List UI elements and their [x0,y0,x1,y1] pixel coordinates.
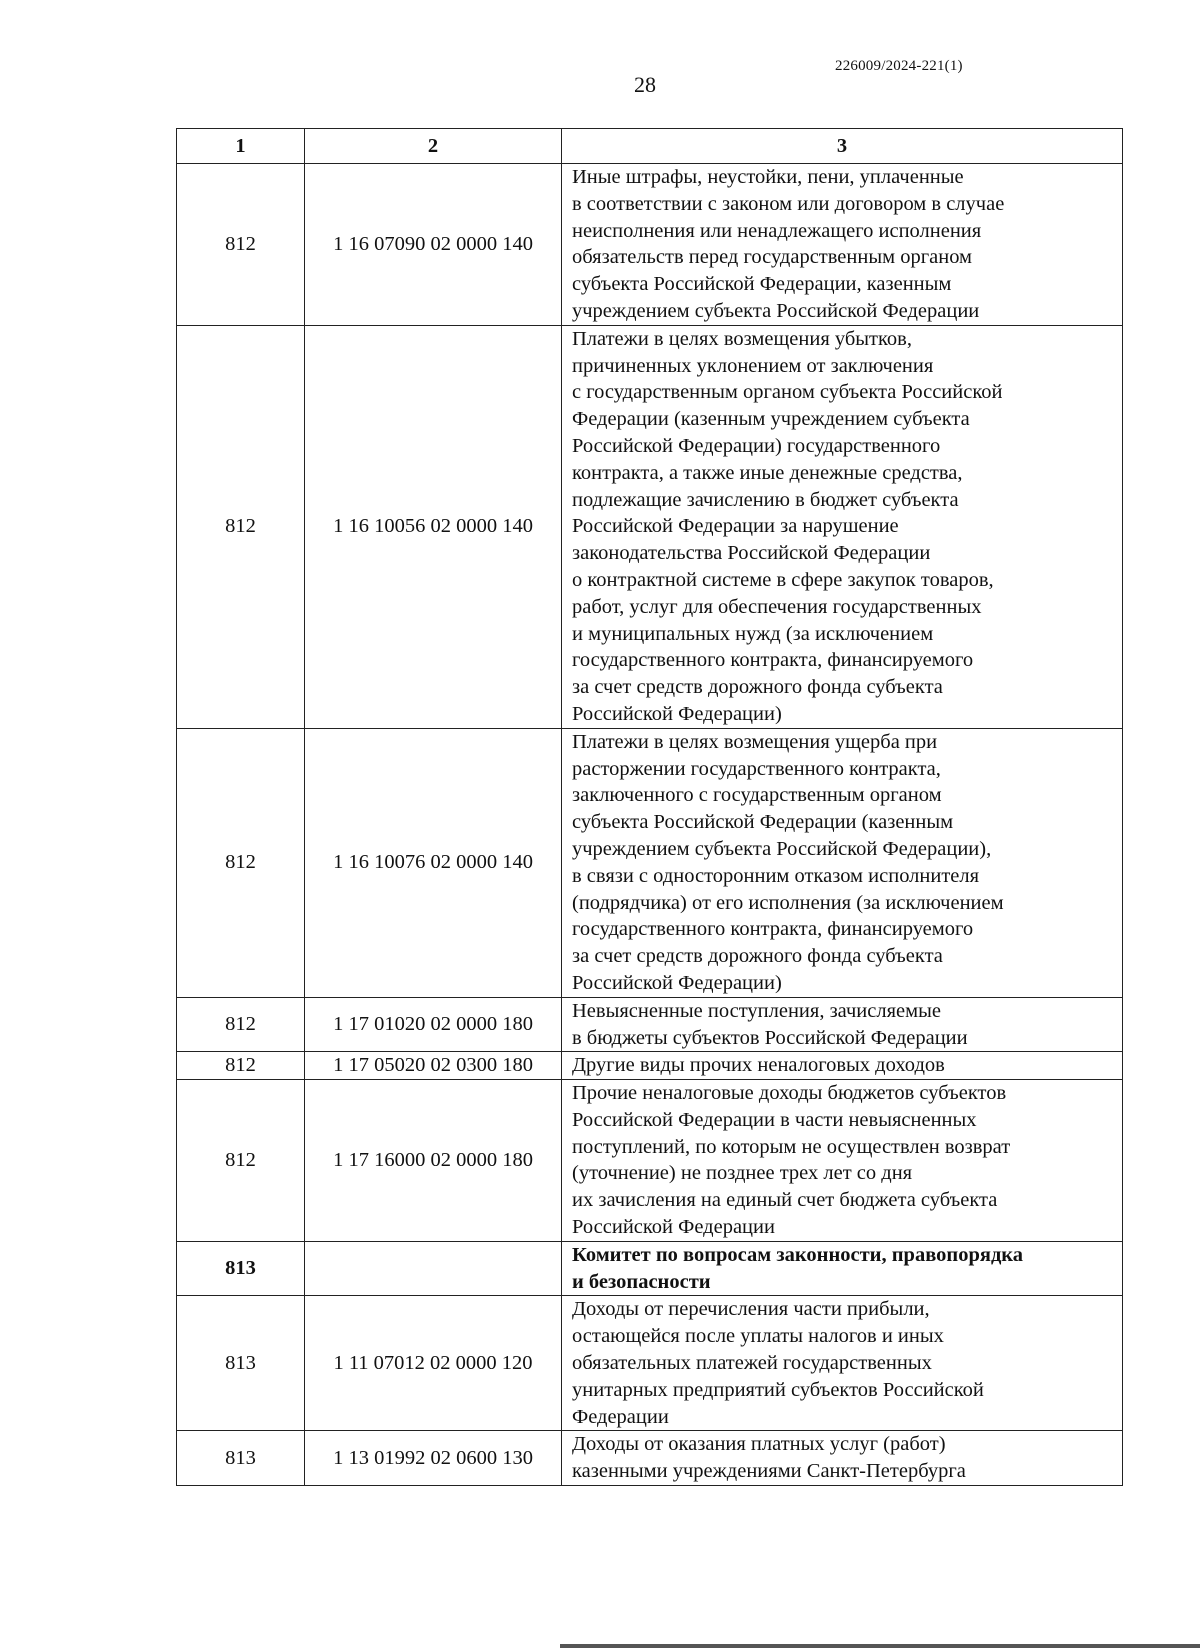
admin-code-cell: 812 [177,1080,305,1242]
description-cell: Иные штрафы, неустойки, пени, уплаченные в соответствии с законом или договором в случае неисполнения или ненадлежащего исполнения обязательств перед государственным органом субъекта Российской Федерации, казенным учреждением субъекта Российской Федерации [562,164,1123,326]
section-title-cell: Комитет по вопросам законности, правопорядка и безопасности [562,1241,1123,1296]
column-header-2: 2 [305,129,562,164]
budget-code-cell: 1 17 05020 02 0300 180 [305,1052,562,1080]
admin-code-cell: 812 [177,728,305,997]
budget-code-cell: 1 17 16000 02 0000 180 [305,1080,562,1242]
table-section-row [177,1241,1123,1296]
table-row [177,1052,1123,1080]
admin-code-cell: 812 [177,1052,305,1080]
budget-code-cell: 1 17 01020 02 0000 180 [305,997,562,1052]
doc-number: 226009/2024-221(1) [835,58,963,74]
admin-code-cell: 812 [177,997,305,1052]
revenue-codes-table-container [176,128,1122,1486]
description-cell: Доходы от перечисления части прибыли, остающейся после уплаты налогов и иных обязательных платежей государственных унитарных предприятий субъектов Российской Федерации [562,1296,1123,1431]
description-cell: Прочие неналоговые доходы бюджетов субъектов Российской Федерации в части невыясненных поступлений, по которым не осуществлен возврат (уточнение) не позднее трех лет со дня их зачисления на единый счет бюджета субъекта Российской Федерации [562,1080,1123,1242]
scan-edge-line [560,1644,1200,1648]
table-row [177,1296,1123,1431]
description-cell: Платежи в целях возмещения ущерба при расторжении государственного контракта, заключенного с государственным органом субъекта Российской Федерации (казенным учреждением субъекта Российской Федерации), в связи с односторонним отказом исполнителя (подрядчика) от его исполнения (за исключением государственного контракта, финансируемого за счет средств дорожного фонда субъекта Российской Федерации) [562,728,1123,997]
budget-code-cell: 1 16 10056 02 0000 140 [305,325,562,728]
table-body [177,164,1123,1486]
admin-code-cell: 812 [177,325,305,728]
admin-code-cell: 813 [177,1241,305,1296]
column-header-3: 3 [562,129,1123,164]
description-cell: Другие виды прочих неналоговых доходов [562,1052,1123,1080]
table-row [177,1080,1123,1242]
budget-code-cell: 1 16 07090 02 0000 140 [305,164,562,326]
revenue-codes-table [176,128,1123,1486]
budget-code-cell: 1 16 10076 02 0000 140 [305,728,562,997]
admin-code-cell: 813 [177,1431,305,1486]
page-number: 28 [634,72,656,97]
description-cell: Платежи в целях возмещения убытков, причиненных уклонением от заключения с государственным органом субъекта Российской Федерации (казенным учреждением субъекта Российской Федерации) государственного контракта, а также иные денежные средства, подлежащие зачислению в бюджет субъекта Российской Федерации за нарушение законодательства Российской Федерации о контрактной системе в сфере закупок товаров, работ, услуг для обеспечения государственных и муниципальных нужд (за исключением государственного контракта, финансируемого за счет средств дорожного фонда субъекта Российской Федерации) [562,325,1123,728]
budget-code-cell: 1 13 01992 02 0600 130 [305,1431,562,1486]
description-cell: Доходы от оказания платных услуг (работ) казенными учреждениями Санкт-Петербурга [562,1431,1123,1486]
description-cell: Невыясненные поступления, зачисляемые в бюджеты субъектов Российской Федерации [562,997,1123,1052]
table-row [177,1431,1123,1486]
admin-code-cell: 812 [177,164,305,326]
table-header-row [177,129,1123,164]
table-row [177,325,1123,728]
table-row [177,728,1123,997]
table-row [177,997,1123,1052]
column-header-1: 1 [177,129,305,164]
budget-code-cell [305,1241,562,1296]
admin-code-cell: 813 [177,1296,305,1431]
table-row [177,164,1123,326]
budget-code-cell: 1 11 07012 02 0000 120 [305,1296,562,1431]
